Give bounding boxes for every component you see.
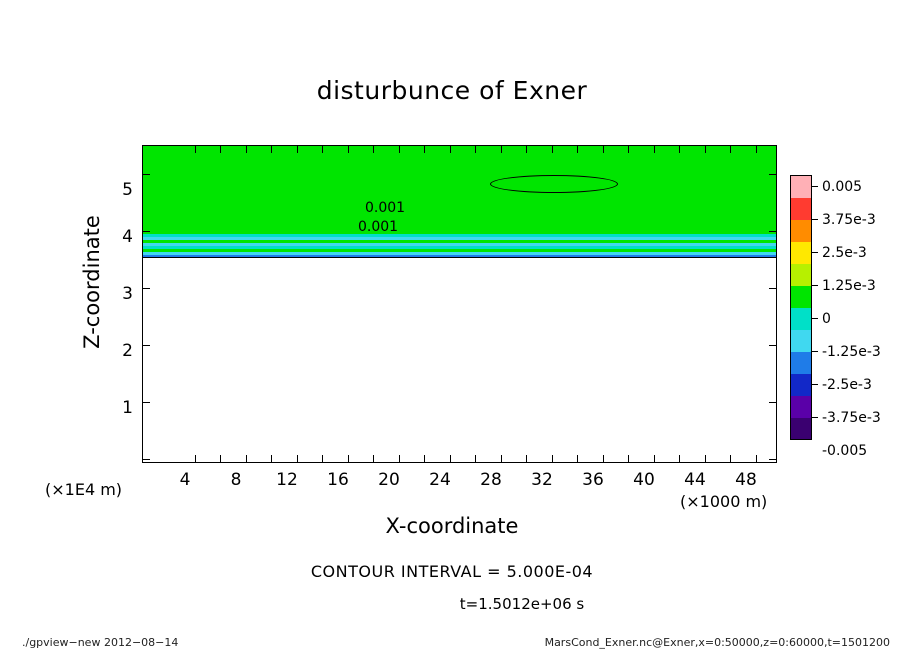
x-tick-label: 4 (179, 470, 191, 490)
x-tick-label: 8 (230, 470, 242, 490)
y-tick-label: 1 (122, 398, 133, 418)
x-tick-label: 40 (633, 470, 655, 490)
x-axis-unit: (×1000 m) (680, 492, 768, 511)
plot-area (142, 145, 777, 463)
colorbar (790, 175, 812, 440)
x-tick-label: 48 (735, 470, 757, 490)
y-tick-label: 3 (122, 284, 133, 304)
field-band-lower (143, 258, 776, 463)
colorbar-label: -0.005 (822, 443, 868, 459)
colorbar-cell (791, 286, 811, 308)
x-tick-label: 32 (531, 470, 553, 490)
colorbar-cell (791, 374, 811, 396)
colorbar-cell (791, 396, 811, 418)
colorbar-label: -1.25e-3 (822, 344, 881, 360)
colorbar-cell (791, 242, 811, 264)
colorbar-cell (791, 418, 811, 439)
colorbar-label: 0 (822, 311, 831, 327)
contour-oval (490, 175, 618, 193)
x-tick-label: 28 (480, 470, 502, 490)
y-tick-label: 4 (122, 227, 133, 247)
y-tick-label: 2 (122, 341, 133, 361)
contour-label: 0.001 (365, 200, 406, 216)
x-tick-label: 44 (684, 470, 706, 490)
colorbar-cell (791, 198, 811, 220)
colorbar-cell (791, 264, 811, 286)
field-band-upper (143, 146, 776, 234)
colorbar-cell (791, 176, 811, 198)
field-band-stratified (143, 234, 776, 258)
colorbar-label: 2.5e-3 (822, 245, 867, 261)
colorbar-label: -2.5e-3 (822, 377, 872, 393)
y-axis-unit: (×1E4 m) (45, 480, 123, 499)
x-axis-title: X-coordinate (385, 514, 519, 538)
page-title: disturbunce of Exner (316, 76, 588, 105)
contour-label: 0.001 (358, 219, 399, 235)
x-tick-label: 20 (378, 470, 400, 490)
colorbar-label: 3.75e-3 (822, 212, 876, 228)
colorbar-label: -3.75e-3 (822, 410, 881, 426)
footer-right-text: MarsCond_Exner.nc@Exner,x=0:50000,z=0:60000,t=1501200 (544, 636, 890, 649)
colorbar-label: 1.25e-3 (822, 278, 876, 294)
colorbar-cell (791, 220, 811, 242)
x-tick-label: 36 (582, 470, 604, 490)
contour-interval-text: CONTOUR INTERVAL = 5.000E-04 (310, 562, 594, 581)
x-tick-label: 12 (276, 470, 298, 490)
footer-left-text: ./gpview−new 2012−08−14 (22, 636, 179, 649)
x-tick-label: 24 (429, 470, 451, 490)
colorbar-cell (791, 330, 811, 352)
x-tick-label: 16 (327, 470, 349, 490)
y-axis-title: Z-coordinate (80, 215, 104, 349)
y-tick-label: 5 (122, 180, 133, 200)
time-stamp-text: t=1.5012e+06 s (459, 595, 585, 613)
colorbar-cell (791, 352, 811, 374)
colorbar-label: 0.005 (822, 179, 863, 195)
colorbar-cell (791, 308, 811, 330)
